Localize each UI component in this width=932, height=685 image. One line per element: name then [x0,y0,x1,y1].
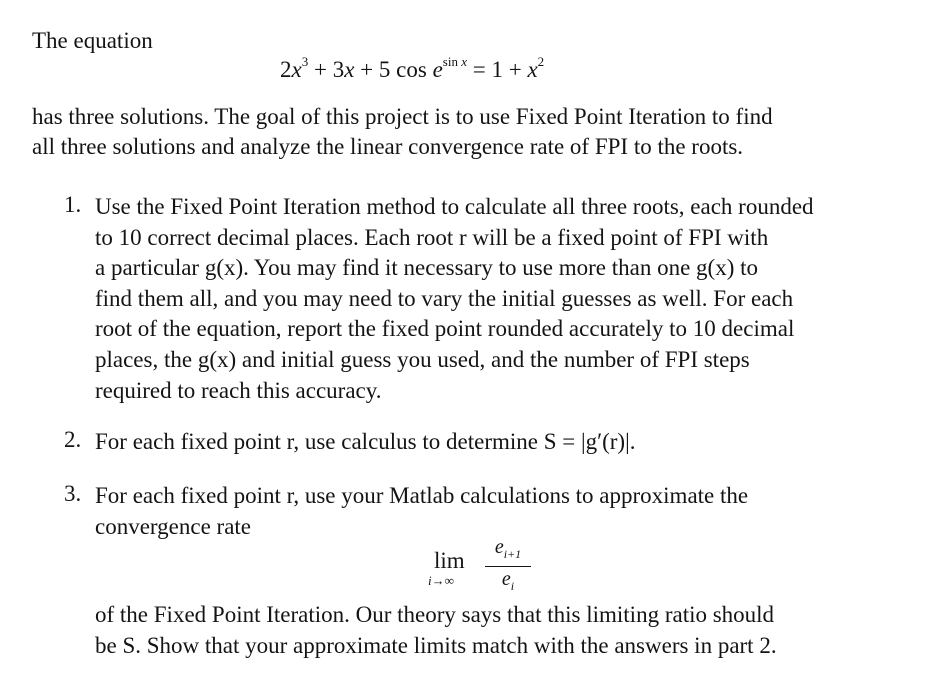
numerator-subscript: i+1 [503,547,522,561]
limit-subscript: i→∞ [428,573,454,588]
list-item-line: For each fixed point r, use your Matlab calculations to approximate the [95,483,749,508]
eq-exponent: 3 [301,54,309,69]
list-item-line: places, the g(x) and initial guess you used, and the number of FPI steps [95,346,750,372]
paragraph-line: has three solutions. The goal of this project is to use Fixed Point Iteration to find [32,104,773,129]
eq-coefficient: 2 [280,57,292,82]
fraction-denominator [483,568,533,597]
main-equation [280,52,544,88]
eq-exponent: 2 [537,54,545,69]
eq-term: + 5 cos [354,57,433,82]
numerator-e: e [494,536,504,558]
limit-expression [428,536,538,593]
limit-fraction [483,536,533,597]
list-number: 1. [64,192,82,217]
eq-exp-x: x [461,54,467,69]
fraction-numerator [483,536,533,565]
post-limit-line: of the Fixed Point Iteration. Our theory says that this limiting ratio should [95,602,775,627]
list-number: 2. [64,427,82,452]
limit-operator: lim [434,548,465,573]
list-item-line: convergence rate [95,513,252,539]
eq-variable: x [291,57,302,82]
list-item-line: a particular g(x). You may find it necessary to use more than one g(x) to [95,255,758,281]
eq-variable: x [344,57,355,82]
list-item-line: Use the Fixed Point Iteration method to calculate all three roots, each rounded [95,194,814,219]
eq-variable: x [527,57,538,82]
list-item-line: For each fixed point r, use calculus to determine S = |g′(r)|. [95,429,636,454]
list-item-line: required to reach this accuracy. [95,377,382,403]
eq-exp-sin: sin [442,54,458,69]
list-item-line: find them all, and you may need to vary the initial guesses as well. For each [95,285,794,311]
eq-e: e [432,57,443,82]
post-limit-text [95,600,885,661]
intro-text: The equation [32,28,153,53]
list-number: 3. [64,481,82,506]
eq-term: + 3 [308,57,345,82]
post-limit-line: be S. Show that your approximate limits match with the answers in part 2. [95,632,777,658]
list-item-line: root of the equation, report the fixed point rounded accurately to 10 decimal [95,316,795,342]
eq-equals: = 1 + [466,57,528,82]
paragraph-line: all three solutions and analyze the linear convergence rate of FPI to the roots. [32,134,744,159]
list-item-line: to 10 correct decimal places. Each root r will be a fixed point of FPI with [95,224,769,250]
denominator-subscript: i [510,579,515,593]
denominator-e: e [501,568,511,590]
fraction-bar [485,566,531,567]
